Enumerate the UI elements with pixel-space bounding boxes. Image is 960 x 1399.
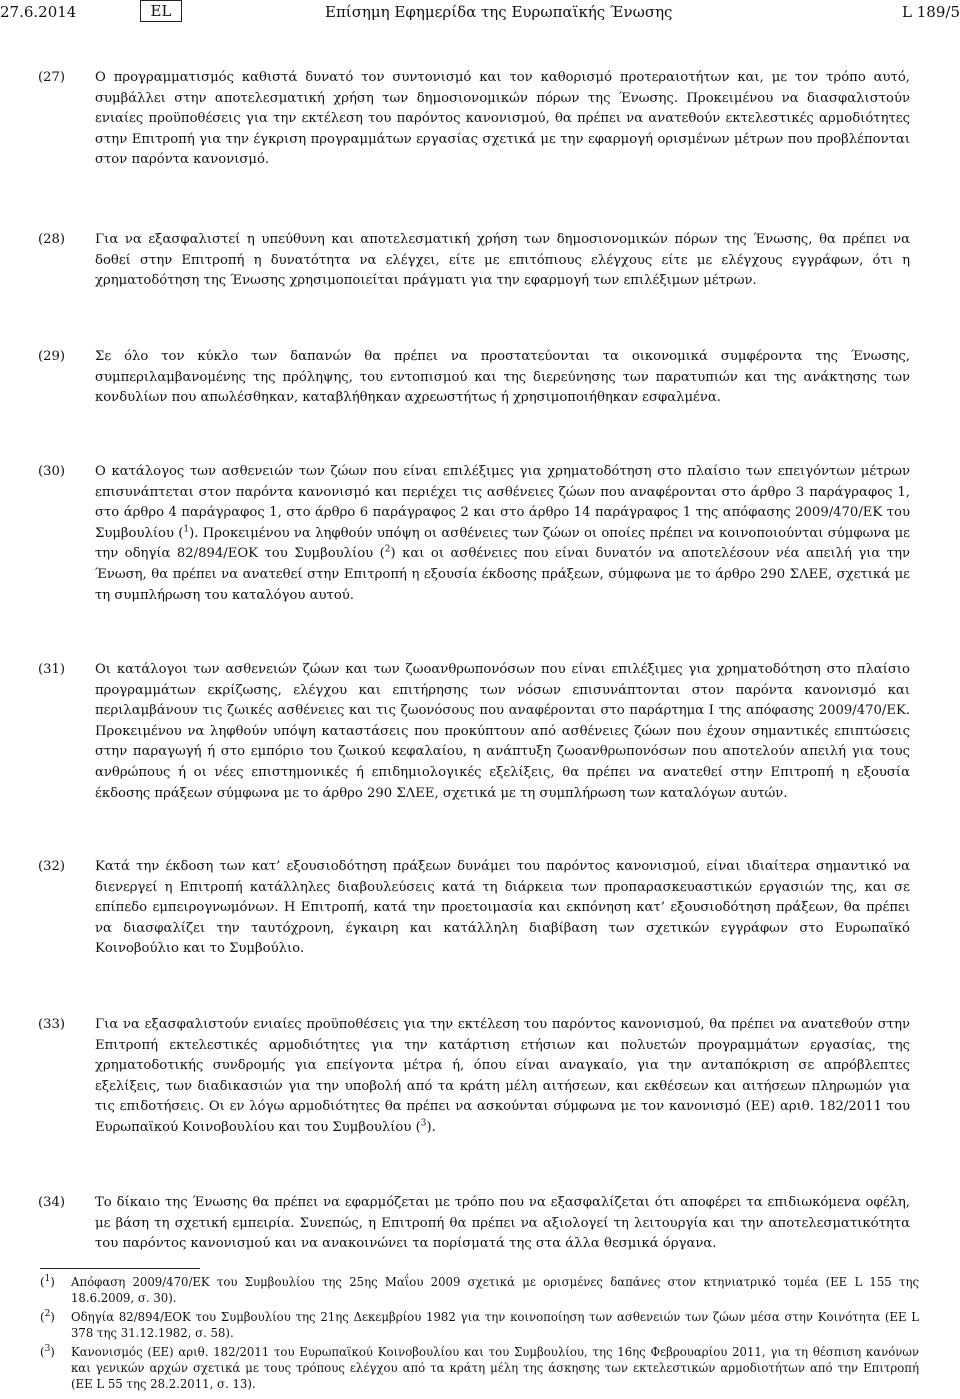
recital-text-part: ) και οι ασθένειες που είναι δυνατόν να αποτελέσουν νέα απειλή για την Ένωση, θα πρέπει να ανατεθεί στην Επιτροπή η εξουσία έκδοσης πράξεων, σύμφωνα με το άρθρο 290 ΣΛΕΕ, σχετικά με τη συμπλήρωση του καταλόγου αυτού.	[95, 546, 910, 603]
recital-text-part: ). Προκειμένου να ληφθούν υπόψη οι ασθένειες των ζώων οι οποίες πρέπει να κοινοποιούνται σύμφωνα με την οδηγία 82/894/ΕΟΚ του Συμβουλίου (	[95, 525, 910, 562]
footnote-ref[interactable]: 3	[420, 1118, 427, 1129]
recital-text-part: ).	[426, 1119, 436, 1135]
recital-text	[95, 462, 910, 606]
recital-text: Σε όλο τον κύκλο των δαπανών θα πρέπει να προστατεύονται τα οικονομικά συμφέροντα της Ένωσης, συμπεριλαμβανομένης της πρόληψης, του εντοπισμού και της διερεύνησης των παρατυπιών και της ανάκτησης των κονδυλίων που απωλέσθηκαν, καταβλήθηκαν αχρεωστήτως ή χρησιμοποιήθηκαν εσφαλμένα.	[95, 349, 910, 406]
footnote-divider	[40, 1268, 200, 1269]
footnote-text: Απόφαση 2009/470/ΕΚ του Συμβουλίου της 25ης Μαΐου 2009 σχετικά με ορισμένες δαπάνες στον κτηνιατρικό τομέα (ΕΕ L 155 της 18.6.2009, σ. 30).	[71, 1275, 919, 1305]
footnote-text: Κανονισμός (ΕΕ) αριθ. 182/2011 του Ευρωπαϊκού Κοινοβουλίου και του Συμβουλίου, της 16ης Φεβρουαρίου 2011, για τη θέσπιση κανόνων και γενικών αρχών σχετικά με τους τρόπους ελέγχου από τα κράτη μέλη της άσκησης των εκτελεστικών αρμοδιοτήτων από την Επιτροπή (ΕΕ L 55 της 28.2.2011, σ. 13).	[71, 1345, 919, 1391]
footnote-ref[interactable]: 1	[183, 524, 190, 535]
footnote-mark: ($^2$)	[40, 1309, 55, 1324]
recital-number: (33)	[38, 1017, 66, 1032]
page-number: L 189/5	[902, 3, 960, 21]
recital-text-part: Ο κατάλογος των ασθενειών των ζώων που είναι επιλέξιμες για χρηματοδότηση στο πλαίσιο των επειγόντων μέτρων επισυνάπτεται στον παρόντα κανονισμό και περιέχει τις ασθένειες ζώων που αναφέρονται στο άρθρο 3 παράγραφος 1, στο άρθρο 4 παράγραφος 1, στο άρθρο 6 παράγραφος 2 και στο άρθρο 14 παράγραφος 1 της απόφασης 2009/470/ΕΚ του Συμβουλίου (	[95, 464, 910, 541]
recital-number: (27)	[38, 70, 66, 85]
language-badge: EL	[140, 0, 182, 22]
recital-number: (29)	[38, 349, 66, 364]
publication-date: 27.6.2014	[0, 3, 77, 21]
recital-text: Για να εξασφαλιστεί η υπεύθυνη και αποτελεσματική χρήση των δημοσιονομικών πόρων της Ένωσης, θα πρέπει να δοθεί στην Επιτροπή η δυνατότητα να ελέγχει, είτε με επιτόπιους ελέγχους είτε με ελέγχους εγγράφων, ότι η χρηματοδότηση της Ένωσης χρησιμοποιείται πράγματι για την εφαρμογή των επιλέξιμων μέτρων.	[95, 232, 910, 289]
recital-text: Το δίκαιο της Ένωσης θα πρέπει να εφαρμόζεται με τρόπο που να εξασφαλίζεται ότι αποφέρει τα επιδιωκόμενα οφέλη, με βάση τη σχετική εμπειρία. Συνεπώς, η Επιτροπή θα πρέπει να αξιολογεί τη λειτουργία και την αποτελεσματικότητα του παρόντος κανονισμού και να ανακοινώνει τα πορίσματά της στα άλλα θεσμικά όργανα.	[95, 1195, 910, 1252]
recital-number: (32)	[38, 859, 66, 874]
footnote-text: Οδηγία 82/894/ΕΟΚ του Συμβουλίου της 21ης Δεκεμβρίου 1982 για την κοινοποίηση των ασθενειών των ζώων μέσα στην Κοινότητα (ΕΕ L 378 της 31.12.1982, σ. 58).	[71, 1310, 919, 1340]
footnote-ref[interactable]: 2	[384, 544, 391, 555]
recital-text: Ο προγραμματισμός καθιστά δυνατό τον συντονισμό και τον καθορισμό προτεραιοτήτων και, με τον τρόπο αυτό, συμβάλλει στην αποτελεσματική χρήση των δημοσιονομικών πόρων της Ένωσης. Προκειμένου να διασφαλιστούν ενιαίες προϋποθέσεις για την εκτέλεση του παρόντος κανονισμού, θα πρέπει να ανατεθούν εκτελεστικές αρμοδιότητες στην Επιτροπή για την έγκριση προγραμμάτων εργασίας σχετικά με την εφαρμογή ορισμένων μέτρων που προβλέπονται στον παρόντα κανονισμό.	[95, 70, 910, 168]
page-header	[0, 0, 960, 24]
recital-text-part: Για να εξασφαλιστούν ενιαίες προϋποθέσεις για την εκτέλεση του παρόντος κανονισμού, θα πρέπει να ανατεθούν στην Επιτροπή εκτελεστικές αρμοδιότητες για την κατάρτιση ετήσιων και πολυετών προγραμμάτων εργασίας, της χρηματοδοτικής συνδρομής για επείγοντα μέτρα ή, όπου είναι αναγκαίο, για την ανταπόκριση σε απρόβλεπτες εξελίξεις, των διαδικασιών για την υποβολή από τα κράτη μέλη αιτήσεων, και εκθέσεων και αιτήσεων πληρωμών για τις επιδοτήσεις. Οι εν λόγω αρμοδιότητες θα πρέπει να ασκούνται σύμφωνα με τον κανονισμό (ΕΕ) αριθ. 182/2011 του Ευρωπαϊκού Κοινοβουλίου και του Συμβουλίου (	[95, 1017, 910, 1135]
recital-number: (30)	[38, 464, 66, 479]
recital-number: (31)	[38, 662, 66, 677]
recital-text	[95, 1015, 910, 1139]
footnote-mark: ($^3$)	[40, 1344, 55, 1359]
recital-number: (28)	[38, 232, 66, 247]
recital-text: Κατά την έκδοση των κατ’ εξουσιοδότηση πράξεων δυνάμει του παρόντος κανονισμού, είναι ιδιαίτερα σημαντικό να διενεργεί η Επιτροπή κατάλληλες διαβουλεύσεις κατά τη διάρκεια των προπαρασκευαστικών εργασιών της, και σε επίπεδο εμπειρογνωμόνων. Η Επιτροπή, κατά την προετοιμασία και εκπόνηση κατ’ εξουσιοδότηση πράξεων, θα πρέπει να διασφαλίζει την ταυτόχρονη, έγκαιρη και κατάλληλη διαβίβαση των σχετικών εγγράφων στο Ευρωπαϊκό Κοινοβούλιο και το Συμβούλιο.	[95, 859, 910, 957]
footnote-mark: ($^1$)	[40, 1274, 55, 1289]
journal-title: Επίσημη Εφημερίδα της Ευρωπαϊκής Ένωσης	[325, 3, 673, 21]
recital-number: (34)	[38, 1195, 66, 1210]
recital-text: Οι κατάλογοι των ασθενειών ζώων και των ζωοανθρωπονόσων που είναι επιλέξιμες για χρηματοδότηση στο πλαίσιο προγραμμάτων εκρίζωσης, ελέγχου και επιτήρησης των νόσων επισυνάπτονται στον παρόντα κανονισμό και περιλαμβάνουν τις ζωικές ασθένειες και τις ζωονόσους που αναφέρονται στο παράρτημα Ι της απόφασης 2009/470/ΕΚ. Προκειμένου να ληφθούν υπόψη καταστάσεις που προκύπτουν από ασθένειες ζώων που έχουν σημαντικές επιπτώσεις στην παραγωγή ή στο εμπόριο του ζωικού κεφαλαίου, η ανάπτυξη ζωοανθρωπονόσων που αποτελούν απειλή για τους ανθρώπους ή οι νέες επιστημονικές ή επιδημιολογικές εξελίξεις, θα πρέπει να ανατεθεί στην Επιτροπή η εξουσία έκδοσης πράξεων σύμφωνα με το άρθρο 290 ΣΛΕΕ, σχετικά με τη συμπλήρωση των καταλόγων αυτών.	[95, 662, 910, 801]
